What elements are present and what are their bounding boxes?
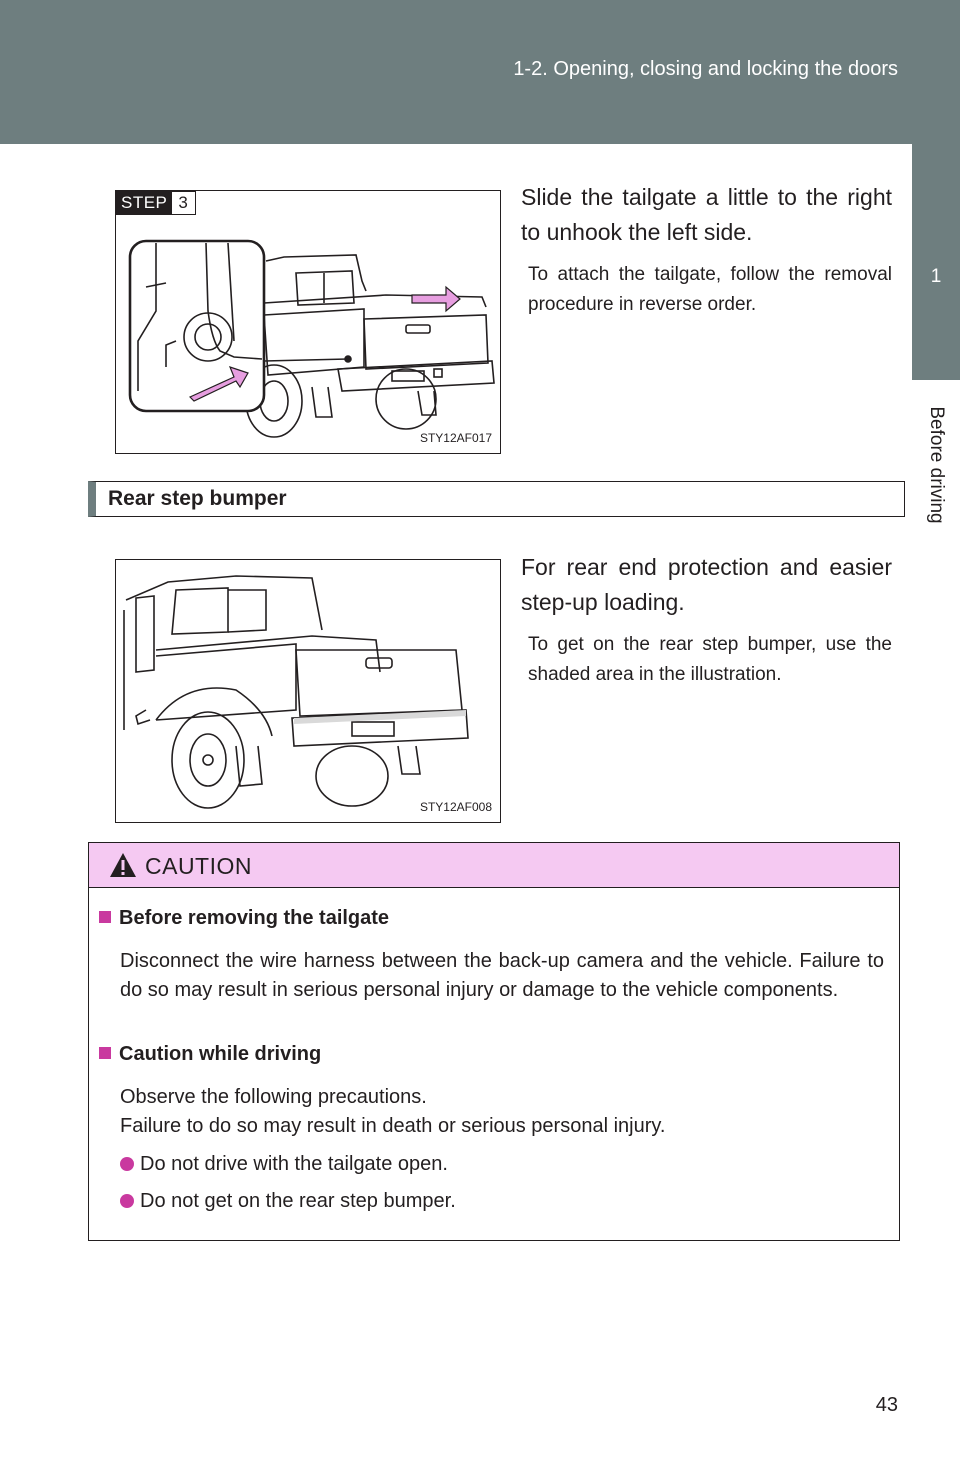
chapter-tab-label (912, 380, 960, 550)
step3-note: To attach the tailgate, follow the removal procedure in reverse order. (528, 264, 892, 315)
tailgate-removal-figure (115, 190, 501, 454)
tailgate-illustration (116, 191, 500, 453)
caution-item2-heading (99, 1043, 321, 1066)
truck-rear-illustration (116, 560, 500, 822)
rear-step-text (521, 550, 892, 690)
step-label: STEP (116, 191, 172, 215)
caution-header (89, 843, 899, 888)
chapter-number: 1 (930, 266, 942, 287)
step-badge (116, 191, 196, 215)
page-number: 43 (875, 1394, 898, 1416)
caution-item2-line2: Failure to do so may result in death or serious personal injury. (120, 1115, 666, 1137)
circle-bullet-icon (120, 1194, 134, 1208)
figure-code: STY12AF017 (419, 431, 492, 445)
caution-item2-line1: Observe the following precautions. (120, 1086, 427, 1108)
caution-title: CAUTION (145, 853, 252, 879)
rear-step-description: For rear end protection and easier step-up loading. (521, 554, 892, 615)
caution-bullet-2 (120, 1190, 456, 1213)
step3-text (521, 180, 892, 320)
step3-instruction: Slide the tailgate a little to the right to unhook the left side. (521, 184, 892, 245)
chapter-title: 1-2. Opening, closing and locking the doors (513, 58, 898, 80)
caution-bullet-1 (120, 1153, 448, 1176)
caution-item2-heading-text: Caution while driving (119, 1043, 322, 1065)
figure-code: STY12AF008 (419, 800, 492, 814)
rear-step-note: To get on the rear step bumper, use the shaded area in the illustration. (528, 634, 892, 685)
caution-bullet-2-text: Do not get on the rear step bumper. (140, 1190, 456, 1212)
section-title: Rear step bumper (108, 487, 287, 510)
caution-item1-heading (99, 907, 389, 930)
square-bullet-icon (99, 1047, 111, 1059)
caution-item1-text: Disconnect the wire harness between the back-up camera and the vehicle. Failure to do so may result in serious personal injury or damage to the vehicle components. (120, 950, 884, 1001)
warning-triangle-icon (109, 852, 137, 878)
circle-bullet-icon (120, 1157, 134, 1171)
section-heading-bar (88, 481, 905, 517)
chapter-label: Before driving (926, 406, 947, 524)
caution-item1-heading-text: Before removing the tailgate (119, 907, 390, 929)
chapter-tab (912, 144, 960, 380)
caution-box (88, 842, 900, 1241)
square-bullet-icon (99, 911, 111, 923)
page-header (0, 0, 960, 144)
step-number: 3 (172, 191, 195, 215)
rear-step-bumper-figure (115, 559, 501, 823)
caution-bullet-1-text: Do not drive with the tailgate open. (140, 1153, 448, 1175)
